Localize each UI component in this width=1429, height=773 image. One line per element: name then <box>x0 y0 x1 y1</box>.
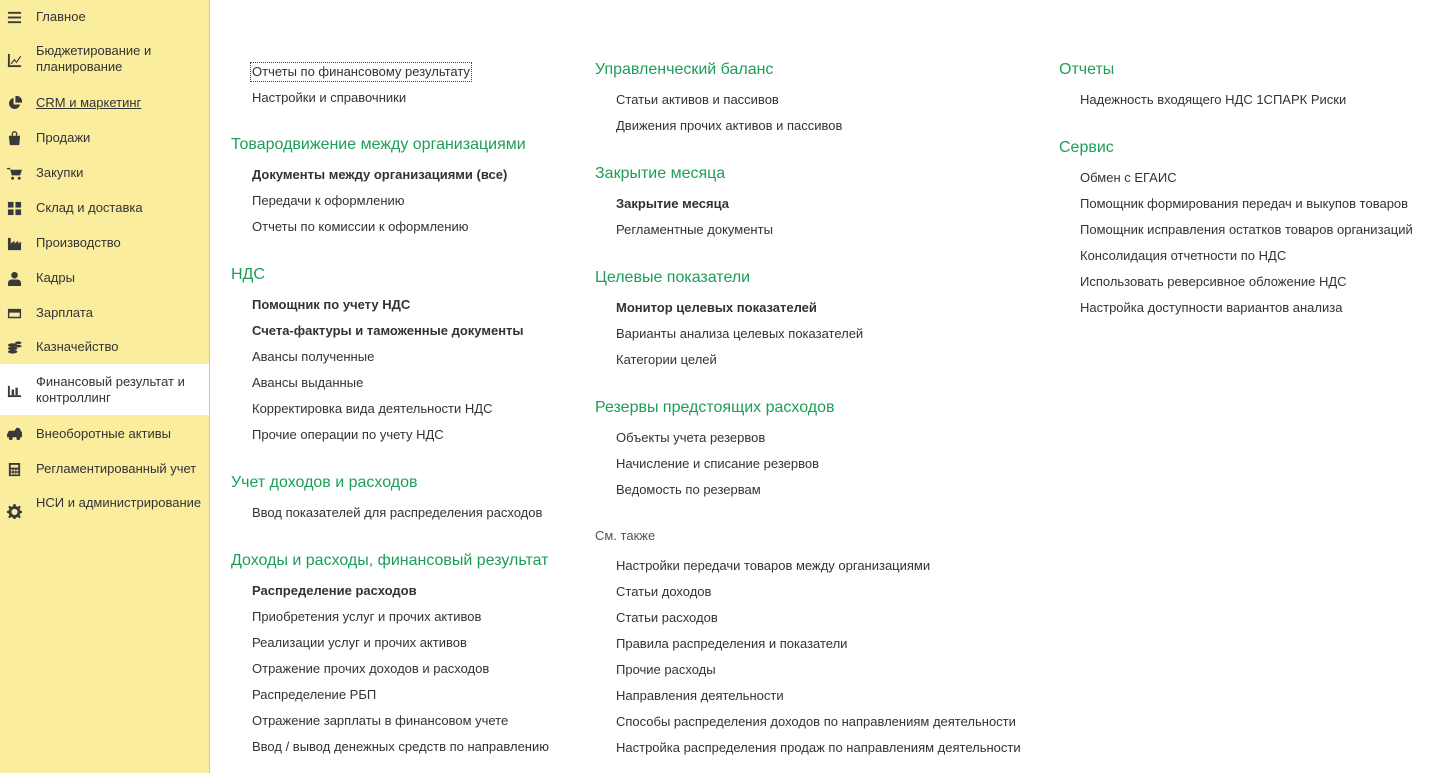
menu-icon <box>6 9 22 25</box>
section-title-reports: Отчеты <box>1059 61 1115 78</box>
sidebar-item-hr[interactable] <box>0 260 209 295</box>
sidebar-item-label: Казначейство <box>36 339 119 354</box>
link-other-vat-operations[interactable]: Прочие операции по учету НДС <box>252 427 444 442</box>
bar-chart-icon <box>6 382 22 398</box>
link-distribution-rules[interactable]: Правила распределения и показатели <box>616 636 848 651</box>
sidebar-item-nsi-admin[interactable] <box>0 486 209 536</box>
factory-icon <box>6 235 22 251</box>
link-advances-received[interactable]: Авансы полученные <box>252 349 375 364</box>
link-other-expenses[interactable]: Прочие расходы <box>616 662 716 677</box>
sidebar-item-regulated-accounting[interactable] <box>0 451 209 486</box>
link-reserve-statement[interactable]: Ведомость по резервам <box>616 482 761 497</box>
sidebar-item-label: Главное <box>36 9 86 24</box>
sidebar-item-label: Склад и доставка <box>36 200 143 215</box>
sidebar-item-label: НСИ и администрирование <box>36 495 202 510</box>
link-reverse-vat[interactable]: Использовать реверсивное обложение НДС <box>1080 274 1347 289</box>
link-other-income-expense[interactable]: Отражение прочих доходов и расходов <box>252 661 490 676</box>
section-title-vat: НДС <box>231 266 265 283</box>
link-target-monitor[interactable]: Монитор целевых показателей <box>616 300 817 315</box>
budget-chart-icon <box>6 52 22 68</box>
sidebar-item-production[interactable] <box>0 225 209 260</box>
sidebar-item-main[interactable] <box>0 0 209 34</box>
sidebar-item-treasury[interactable] <box>0 330 209 364</box>
link-other-asset-movements[interactable]: Движения прочих активов и пассивов <box>616 118 843 133</box>
cart-icon <box>6 165 22 181</box>
link-invoices-customs[interactable]: Счета-фактуры и таможенные документы <box>252 323 524 338</box>
link-advances-issued[interactable]: Авансы выданные <box>252 375 364 390</box>
link-stock-correction-assistant[interactable]: Помощник исправления остатков товаров организаций <box>1080 222 1413 237</box>
sidebar-item-label: Финансовый результат и контроллинг <box>36 374 185 405</box>
link-inter-org-transfer-settings[interactable]: Настройки передачи товаров между организациями <box>616 558 931 573</box>
sidebar-item-label: Кадры <box>36 270 75 285</box>
link-cash-in-out-by-direction[interactable]: Ввод / вывод денежных средств по направлению <box>252 739 549 754</box>
section-title-month-close: Закрытие месяца <box>595 165 726 182</box>
link-sales-distribution-settings[interactable]: Настройка распределения продаж по направлениям деятельности <box>616 740 1021 755</box>
link-commission-reports[interactable]: Отчеты по комиссии к оформлению <box>252 219 469 234</box>
link-month-close[interactable]: Закрытие месяца <box>616 196 729 211</box>
link-income-items[interactable]: Статьи доходов <box>616 584 712 599</box>
coins-icon <box>6 339 22 355</box>
shopping-bag-icon <box>6 130 22 146</box>
sidebar-item-sales[interactable] <box>0 120 209 155</box>
link-reserve-accrual[interactable]: Начисление и списание резервов <box>616 456 819 471</box>
sections-sidebar <box>0 0 210 773</box>
sidebar-item-warehouse[interactable] <box>0 190 209 225</box>
link-expense-distribution[interactable]: Распределение расходов <box>252 583 417 598</box>
link-target-analysis-variants[interactable]: Варианты анализа целевых показателей <box>616 326 864 341</box>
section-title-reserves: Резервы предстоящих расходов <box>595 399 835 416</box>
link-egais-exchange[interactable]: Обмен с ЕГАИС <box>1080 170 1177 185</box>
link-deferred-expense-distribution[interactable]: Распределение РБП <box>252 687 377 702</box>
link-income-distribution-methods[interactable]: Способы распределения доходов по направлениям деятельности <box>616 714 1016 729</box>
link-activity-directions[interactable]: Направления деятельности <box>616 688 784 703</box>
link-inter-org-documents[interactable]: Документы между организациями (все) <box>252 167 508 182</box>
sidebar-item-budgeting[interactable] <box>0 34 209 86</box>
sidebar-item-label: Бюджетирование и планирование <box>36 43 152 74</box>
pie-chart-icon <box>6 95 22 111</box>
section-title-management-balance: Управленческий баланс <box>595 61 774 78</box>
sidebar-item-label: Зарплата <box>36 305 93 320</box>
link-financial-result-reports[interactable]: Отчеты по финансовому результату <box>252 64 470 79</box>
link-expense-items[interactable]: Статьи расходов <box>616 610 718 625</box>
link-service-acquisitions[interactable]: Приобретения услуг и прочих активов <box>252 609 482 624</box>
sidebar-item-label: Производство <box>36 235 121 250</box>
section-title-inter-org: Товародвижение между организациями <box>231 136 526 153</box>
link-routine-documents[interactable]: Регламентные документы <box>616 222 773 237</box>
link-vat-activity-correction[interactable]: Корректировка вида деятельности НДС <box>252 401 493 416</box>
warehouse-grid-icon <box>6 200 22 216</box>
section-title-service: Сервис <box>1059 139 1114 156</box>
link-settings-and-catalogs[interactable]: Настройки и справочники <box>252 90 407 105</box>
link-asset-liability-items[interactable]: Статьи активов и пассивов <box>616 92 779 107</box>
wallet-card-icon <box>6 305 22 321</box>
section-title-target-indicators: Целевые показатели <box>595 269 751 286</box>
link-salary-in-financial-accounting[interactable]: Отражение зарплаты в финансовом учете <box>252 713 509 728</box>
link-vat-assistant[interactable]: Помощник по учету НДС <box>252 297 411 312</box>
truck-icon <box>6 425 22 441</box>
sidebar-item-crm[interactable] <box>0 86 209 120</box>
link-reserve-objects[interactable]: Объекты учета резервов <box>616 430 766 445</box>
sidebar-item-label: Внеоборотные активы <box>36 426 172 441</box>
section-content-panel <box>211 0 1429 773</box>
sidebar-item-fixed-assets[interactable] <box>0 415 209 451</box>
section-title-income-expense-result: Доходы и расходы, финансовый результат <box>231 552 549 569</box>
sidebar-item-payroll[interactable] <box>0 295 209 330</box>
sidebar-item-label: Закупки <box>36 165 84 180</box>
person-icon <box>6 270 22 286</box>
link-analysis-variant-access[interactable]: Настройка доступности вариантов анализа <box>1080 300 1343 315</box>
sidebar-item-label: CRM и маркетинг <box>36 95 142 110</box>
calculator-icon <box>6 461 22 477</box>
gear-icon <box>6 503 22 519</box>
link-transfer-buyout-assistant[interactable]: Помощник формирования передач и выкупов товаров <box>1080 196 1409 211</box>
sidebar-item-financial-result[interactable] <box>0 364 209 415</box>
sidebar-item-label: Регламентированный учет <box>36 461 197 476</box>
link-service-sales[interactable]: Реализации услуг и прочих активов <box>252 635 467 650</box>
see-also-heading: См. также <box>595 528 656 543</box>
link-incoming-vat-reliability[interactable]: Надежность входящего НДС 1СПАРК Риски <box>1080 92 1347 107</box>
link-vat-consolidation[interactable]: Консолидация отчетности по НДС <box>1080 248 1287 263</box>
link-transfers-to-process[interactable]: Передачи к оформлению <box>252 193 405 208</box>
sidebar-item-label: Продажи <box>36 130 91 145</box>
section-title-income-expense-accounting: Учет доходов и расходов <box>231 474 418 491</box>
link-goal-categories[interactable]: Категории целей <box>616 352 717 367</box>
link-expense-distribution-indicators[interactable]: Ввод показателей для распределения расходов <box>252 505 543 520</box>
sidebar-item-purchases[interactable] <box>0 155 209 190</box>
